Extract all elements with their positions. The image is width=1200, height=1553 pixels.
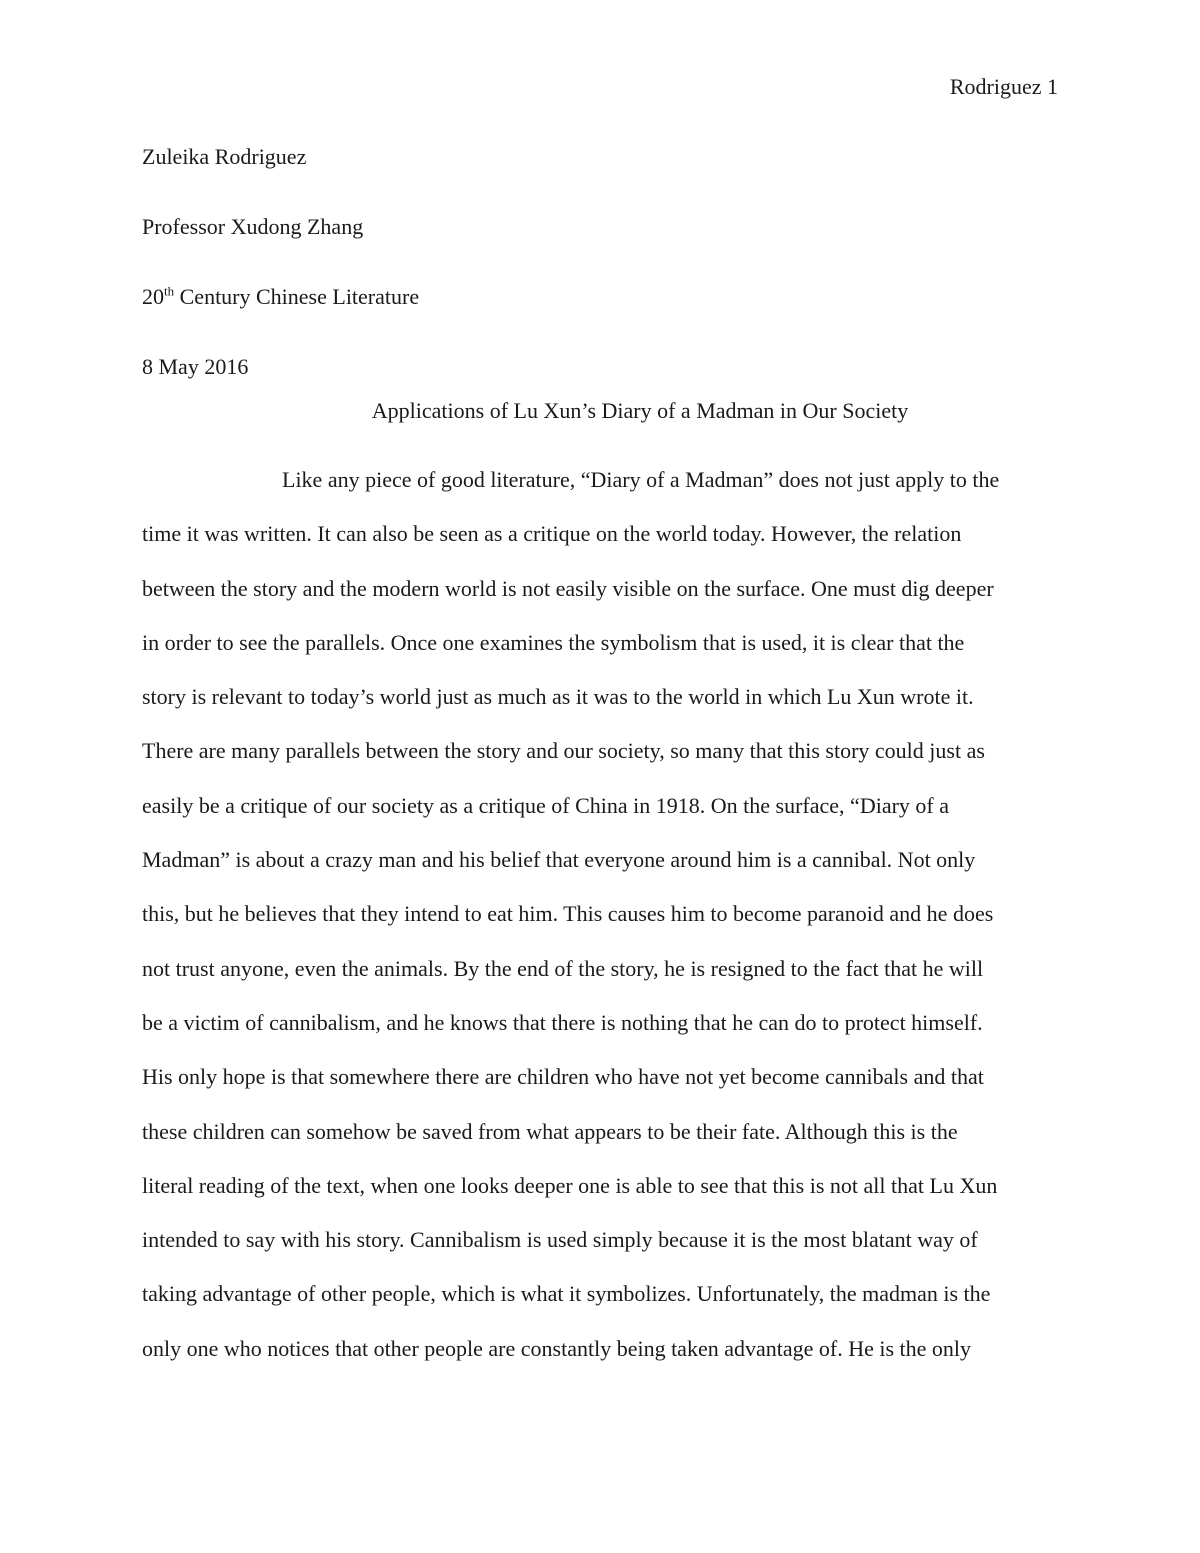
course-name [142,282,1062,312]
body-line: taking advantage of other people, which is what it symbolizes. Unfortunately, the madman is the [142,1281,991,1307]
body-line: only one who notices that other people are constantly being taken advantage of. He is the only [142,1335,972,1361]
essay-date: 8 May 2016 [142,354,249,379]
body-line: this, but he believes that they intend to eat him. This causes him to become paranoid and he does [142,901,994,927]
body-line: His only hope is that somewhere there are children who have not yet become cannibals and that [142,1064,984,1090]
student-name: Zuleika Rodriguez [142,144,307,169]
essay-body [142,465,1062,1388]
essay-title: Applications of Lu Xun’s Diary of a Madman in Our Society [371,398,909,423]
body-line: time it was written. It can also be seen as a critique on the world today. However, the relation [142,521,962,547]
mla-heading [142,142,1062,422]
body-line: There are many parallels between the story and our society, so many that this story could just as [142,738,985,764]
course-number: 20 [142,284,164,309]
body-line: literal reading of the text, when one looks deeper one is able to see that this is not all that Lu Xun [142,1172,998,1198]
running-head: Rodriguez 1 [949,74,1058,99]
body-line: not trust anyone, even the animals. By the end of the story, he is resigned to the fact that he will [142,955,984,981]
body-line: intended to say with his story. Cannibalism is used simply because it is the most blatant way of [142,1227,978,1253]
body-line: Like any piece of good literature, “Diary of a Madman” does not just apply to the [282,467,1000,492]
course-superscript: th [164,283,175,299]
body-line: these children can somehow be saved from what appears to be their fate. Although this is the [142,1118,958,1144]
body-line: in order to see the parallels. Once one examines the symbolism that is used, it is clear that the [142,629,965,655]
professor-name: Professor Xudong Zhang [142,214,364,239]
course-title: Century Chinese Literature [174,284,420,309]
body-line: be a victim of cannibalism, and he knows that there is nothing that he can do to protect himself. [142,1009,983,1035]
body-line: easily be a critique of our society as a critique of China in 1918. On the surface, “Diary of a [142,792,949,818]
body-line: Madman” is about a crazy man and his belief that everyone around him is a cannibal. Not only [142,847,976,873]
body-line: between the story and the modern world is not easily visible on the surface. One must dig deeper [142,575,994,601]
body-line: story is relevant to today’s world just as much as it was to the world in which Lu Xun wrote it. [142,684,974,710]
